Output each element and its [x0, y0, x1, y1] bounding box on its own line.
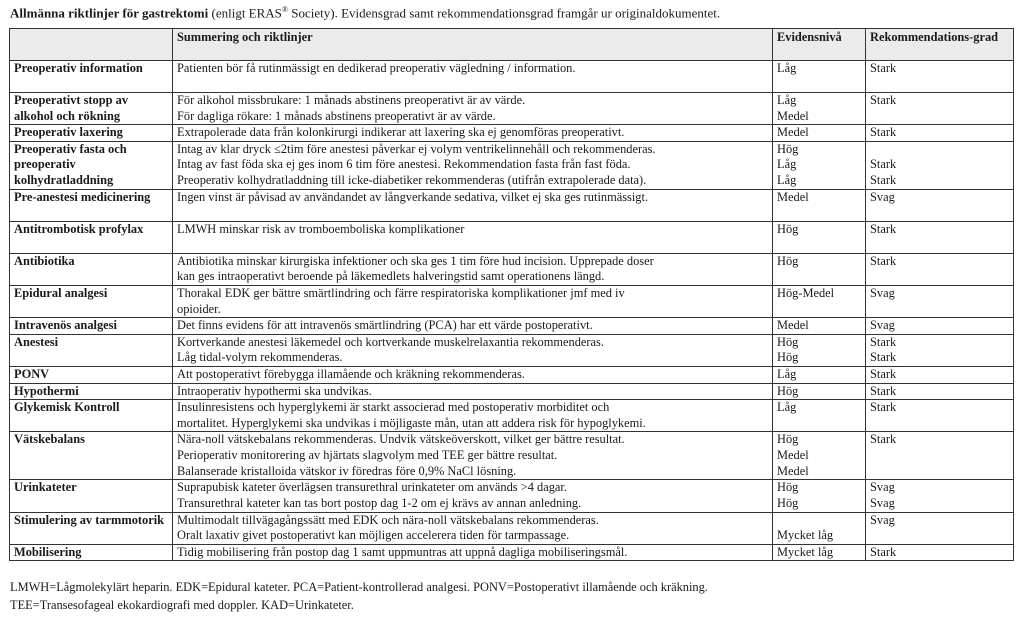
table-row — [10, 334, 1014, 366]
row-summary — [173, 285, 773, 317]
row-topic: Antitrombotisk profylax — [10, 221, 173, 253]
row-grade-line: Stark — [870, 350, 897, 365]
row-topic: Stimulering av tarmmotorik — [10, 512, 173, 544]
row-evidence-line: Medel — [777, 108, 809, 123]
row-evidence-line: Hög — [777, 334, 799, 349]
caption-title: Allmänna riktlinjer för gastrektomi — [10, 5, 209, 21]
row-grade-line: Svag — [870, 285, 895, 300]
row-evidence-line: Hög — [777, 141, 799, 156]
table-row — [10, 221, 1014, 253]
row-grade — [866, 366, 1014, 383]
row-topic: Intravenös analgesi — [10, 318, 173, 335]
row-grade-line: Stark — [870, 253, 897, 268]
registered-mark: ® — [281, 5, 288, 14]
row-summary — [173, 400, 773, 432]
row-summary — [173, 189, 773, 221]
row-summary-line: Intraoperativ hypothermi ska undvikas. — [177, 383, 372, 398]
table-row — [10, 400, 1014, 432]
row-grade-line: Stark — [870, 366, 897, 381]
guidelines-table — [9, 28, 1014, 561]
table-row — [10, 61, 1014, 93]
row-grade-line: Stark — [870, 221, 897, 236]
row-summary — [173, 221, 773, 253]
row-summary — [173, 141, 773, 189]
row-summary-line: Tidig mobilisering från postop dag 1 samt uppmuntras att uppnå dagliga mobiliseringsmål. — [177, 544, 628, 559]
row-grade — [866, 334, 1014, 366]
row-grade-line: Svag — [870, 512, 895, 527]
row-summary-line: Patienten bör få rutinmässigt en dedikerad preoperativ vägledning / information. — [177, 61, 576, 75]
header-row — [10, 29, 1014, 61]
row-grade — [866, 141, 1014, 189]
row-summary-line: Multimodalt tillvägagångssätt med EDK och nära-noll vätskebalans rekommenderas. — [177, 512, 599, 527]
row-grade — [866, 383, 1014, 400]
row-grade-line: Stark — [870, 157, 897, 172]
row-summary-line: kan ges intraoperativt beroende på läkemedlets halveringstid samt operationens längd. — [177, 269, 605, 284]
row-evidence-line: Hög-Medel — [777, 285, 835, 300]
row-evidence — [773, 253, 866, 285]
row-grade — [866, 285, 1014, 317]
row-grade-line: Stark — [870, 125, 897, 140]
row-grade — [866, 544, 1014, 561]
row-summary-line: Låg tidal-volym rekommenderas. — [177, 350, 343, 365]
row-summary — [173, 383, 773, 400]
row-grade — [866, 221, 1014, 253]
row-topic: Glykemisk Kontroll — [10, 400, 173, 432]
row-evidence — [773, 480, 866, 512]
row-grade — [866, 318, 1014, 335]
table-row — [10, 189, 1014, 221]
row-grade-line: Svag — [870, 189, 895, 204]
header-grade: Rekommendations-grad — [866, 29, 1014, 61]
row-evidence-line: Medel — [777, 318, 809, 333]
header-summary: Summering och riktlinjer — [173, 29, 773, 61]
row-evidence — [773, 318, 866, 335]
row-summary — [173, 544, 773, 561]
table-caption — [10, 5, 720, 21]
row-summary — [173, 366, 773, 383]
row-topic: Anestesi — [10, 334, 173, 366]
row-evidence-line: Mycket låg — [777, 528, 834, 543]
row-evidence-line: Hög — [777, 253, 799, 268]
row-grade — [866, 512, 1014, 544]
row-grade-line: Stark — [870, 172, 897, 187]
row-evidence-line: Låg — [777, 93, 797, 107]
row-evidence-line: Låg — [777, 157, 797, 172]
row-evidence — [773, 221, 866, 253]
row-summary — [173, 318, 773, 335]
row-summary-line: Perioperativ monitorering av hjärtats slagvolym med TEE ger bättre resultat. — [177, 447, 558, 462]
row-summary-line: Intag av fast föda ska ej ges inom 6 tim före anestesi. Rekommendation fasta från fast föda. — [177, 157, 631, 172]
row-evidence-line: Hög — [777, 383, 799, 398]
row-topic: Vätskebalans — [10, 432, 173, 480]
row-summary — [173, 125, 773, 142]
row-topic: Mobilisering — [10, 544, 173, 561]
footnote-1: LMWH=Lågmolekylärt heparin. EDK=Epidural kateter. PCA=Patient-kontrollerad analgesi. PONV=Postoperativt illamående och kräkning. — [10, 580, 708, 594]
table-row — [10, 512, 1014, 544]
row-summary-line: Intag av klar dryck ≤2tim före anestesi påverkar ej volym ventrikelinnehåll och rekommenderas. — [177, 141, 656, 156]
row-grade — [866, 125, 1014, 142]
table-row — [10, 480, 1014, 512]
table-body — [10, 61, 1014, 561]
row-grade-line: Stark — [870, 383, 897, 398]
row-grade — [866, 432, 1014, 480]
row-topic: PONV — [10, 366, 173, 383]
row-summary — [173, 334, 773, 366]
row-summary-line: För dagliga rökare: 1 månads abstinens preoperativt är av värde. — [177, 108, 496, 123]
row-summary — [173, 93, 773, 125]
row-evidence-line: Låg — [777, 172, 797, 187]
header-evidence: Evidensnivå — [773, 29, 866, 61]
row-summary — [173, 432, 773, 480]
row-topic: Preoperativt stopp av alkohol och rökning — [10, 93, 173, 125]
row-evidence — [773, 383, 866, 400]
row-summary-line: mortalitet. Hyperglykemi ska undvikas i möjligaste mån, utan att addera risk för hypoglykemi. — [177, 415, 646, 430]
row-evidence — [773, 334, 866, 366]
row-summary-line: Extrapolerade data från kolonkirurgi indikerar att laxering ska ej genomföras preoperativt. — [177, 125, 625, 140]
row-topic: Pre-anestesi medicinering — [10, 189, 173, 221]
table-row — [10, 544, 1014, 561]
row-evidence — [773, 189, 866, 221]
row-evidence-line: Medel — [777, 447, 809, 462]
row-summary-line: Insulinresistens och hyperglykemi är starkt associerad med postoperativ morbiditet och — [177, 400, 610, 415]
row-summary-line: Nära-noll vätskebalans rekommenderas. Undvik vätskeöverskott, vilket ger bättre resultat. — [177, 432, 625, 447]
row-grade — [866, 480, 1014, 512]
row-evidence-line: Låg — [777, 61, 797, 75]
row-summary-line: För alkohol missbrukare: 1 månads abstinens preoperativt är av värde. — [177, 93, 526, 107]
row-summary-line: Preoperativ kolhydratladdning till icke-diabetiker rekommenderas (utifrån extrapolerade data). — [177, 172, 647, 187]
row-grade-line: Svag — [870, 495, 895, 510]
table-row — [10, 285, 1014, 317]
row-grade-line — [870, 142, 1009, 158]
row-summary-line: Oralt laxativ givet postoperativt kan möjligen accelerera tiden för tarmpassage. — [177, 528, 570, 543]
row-summary-line: Antibiotika minskar kirurgiska infektioner och ska ges 1 tim före hud incision. Upprepade doser — [177, 253, 654, 268]
row-topic: Preoperativ fasta och preoperativ kolhydratladdning — [10, 141, 173, 189]
row-topic: Epidural analgesi — [10, 285, 173, 317]
row-summary — [173, 480, 773, 512]
row-grade — [866, 93, 1014, 125]
row-summary — [173, 61, 773, 93]
table-row — [10, 318, 1014, 335]
row-evidence-line: Hög — [777, 432, 799, 447]
caption-post: Society). Evidensgrad samt rekommendationsgrad framgår ur originaldokumentet. — [288, 5, 721, 21]
caption-pre: (enligt ERAS — [208, 5, 282, 21]
row-evidence-line: Hög — [777, 495, 799, 510]
table-row — [10, 432, 1014, 480]
row-evidence-line: Hög — [777, 350, 799, 365]
row-evidence-line: Medel — [777, 189, 809, 204]
table-row — [10, 125, 1014, 142]
row-evidence — [773, 544, 866, 561]
row-topic: Urinkateter — [10, 480, 173, 512]
row-summary-line: LMWH minskar risk av tromboemboliska komplikationer — [177, 221, 465, 236]
row-evidence — [773, 141, 866, 189]
row-evidence — [773, 93, 866, 125]
row-evidence — [773, 366, 866, 383]
row-grade — [866, 61, 1014, 93]
row-grade-line: Stark — [870, 400, 897, 415]
row-evidence-line: Mycket låg — [777, 544, 834, 559]
row-grade-line: Stark — [870, 61, 897, 75]
row-evidence-line: Hög — [777, 480, 799, 495]
row-summary — [173, 253, 773, 285]
row-summary-line: Ingen vinst är påvisad av användandet av långverkande sedativa, vilket ej ska ges rutinmässigt. — [177, 189, 649, 204]
row-grade — [866, 189, 1014, 221]
row-evidence — [773, 400, 866, 432]
table-row — [10, 253, 1014, 285]
row-evidence — [773, 285, 866, 317]
row-topic: Hypothermi — [10, 383, 173, 400]
row-summary — [173, 512, 773, 544]
row-topic: Preoperativ information — [10, 61, 173, 93]
row-summary-line: opioider. — [177, 301, 221, 316]
row-grade-line: Stark — [870, 334, 897, 349]
row-evidence — [773, 125, 866, 142]
row-evidence-line: Medel — [777, 125, 809, 140]
row-evidence — [773, 61, 866, 93]
row-summary-line: Att postoperativt förebygga illamående och kräkning rekommenderas. — [177, 366, 525, 381]
row-evidence-line — [777, 513, 861, 529]
header-topic — [10, 29, 173, 61]
row-grade-line: Stark — [870, 544, 897, 559]
row-grade-line: Svag — [870, 480, 895, 495]
row-summary-line: Kortverkande anestesi läkemedel och kortverkande muskelrelaxantia rekommenderas. — [177, 334, 604, 349]
row-evidence-line: Låg — [777, 400, 797, 415]
row-topic: Antibiotika — [10, 253, 173, 285]
row-evidence — [773, 432, 866, 480]
row-summary-line: Transurethral kateter kan tas bort postop dag 1-2 om ej krävs av annan anledning. — [177, 495, 582, 510]
table-row — [10, 383, 1014, 400]
row-grade — [866, 400, 1014, 432]
row-summary-line: Thorakal EDK ger bättre smärtlindring och färre respiratoriska komplikationer jmf med iv — [177, 285, 625, 300]
row-summary-line: Balanserade kristalloida vätskor iv föredras före 0,9% NaCl lösning. — [177, 463, 517, 478]
row-summary-line: Det finns evidens för att intravenös smärtlindring (PCA) har ett värde postoperativt. — [177, 318, 593, 333]
row-grade-line: Stark — [870, 432, 897, 447]
row-evidence-line: Medel — [777, 463, 809, 478]
footnote-2: TEE=Transesofageal ekokardiografi med doppler. KAD=Urinkateter. — [10, 598, 354, 612]
row-grade — [866, 253, 1014, 285]
row-summary-line: Suprapubisk kateter överlägsen transurethral urinkateter om används >4 dagar. — [177, 480, 567, 495]
row-evidence-line: Låg — [777, 366, 797, 381]
row-topic: Preoperativ laxering — [10, 125, 173, 142]
table-row — [10, 366, 1014, 383]
table-row — [10, 141, 1014, 189]
table-row — [10, 93, 1014, 125]
row-grade-line: Svag — [870, 318, 895, 333]
row-evidence-line: Hög — [777, 221, 799, 236]
row-grade-line: Stark — [870, 93, 897, 107]
row-evidence — [773, 512, 866, 544]
